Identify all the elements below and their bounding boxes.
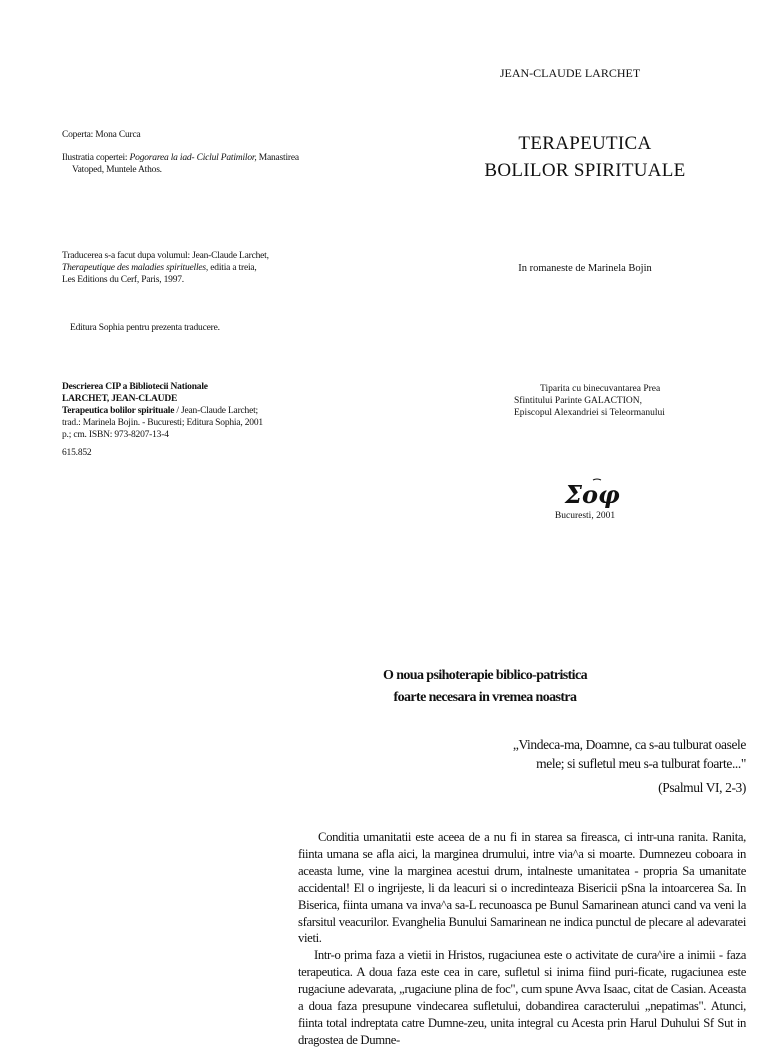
- cip-author: LARCHET, JEAN-CLAUDE: [62, 394, 178, 404]
- illustration-title: Pogorarea la iad- Ciclul Patimilor,: [129, 153, 257, 163]
- cover-credit: Coperta: Mona Curca: [62, 130, 141, 140]
- cip-title: Descrierea CIP a Bibliotecii Nationale: [62, 382, 208, 392]
- paragraph-1: Conditia umanitatii este aceea de a nu fi in starea sa fireasca, ci intr-una ranita. Ranita, fiinta umana se afla aici, la marginea drumului, intre via^a si moarte. Dumnezeu coboara in aceasta lume, vine la marginea acestui drum, intalneste umanitatea - propria Sa umanitate accidental! El o ingrijeste, li da leacuri si o incredinteaza Bisericii pSna la intoarcerea Sa. In Biserica, fiinta umana va inva^a sa-L recunoasca pe Bunul Samarinean atunci cand va veni la sfarsitul veacurilor. Evanghelia Bunului Samarinean ne indica punctul de plecare al adevaratei vieti.: [298, 830, 746, 946]
- quote-source: (Psalmul VI, 2-3): [658, 780, 746, 795]
- blessing-line-1: Tiparita cu binecuvantarea Prea: [540, 384, 661, 394]
- copyright-note: Editura Sophia pentru prezenta traducere.: [70, 323, 220, 333]
- blessing-note: [514, 383, 744, 419]
- translation-source-note: Traducerea s-a facut dupa volumul: Jean-Claude Larchet, Therapeutique des maladies spirituelles, editia a treia, Les Editions du Cerf, Paris, 1997.: [62, 251, 269, 285]
- paragraph-2: Intr-o prima faza a vietii in Hristos, rugaciunea este o activitate de cura^ire a inimii - faza terapeutica. A doua faza este cea in care, sufletul si inima fiind puri-ficate, rugaciunea este rugaciune adevarata, „rugaciune plina de foc", cum spune Avva Isaac, citat de Casian. Aceasta a doua faza presupune vindecarea sufletului, dobandirea caracterului „nepatimas". Atunci, fiinta total indreptata catre Dumne-zeu, unita integral cu Acesta prin Harul Duhului Sf Sut in dragostea de Dumne-: [298, 948, 746, 1047]
- body-text: [298, 829, 746, 1049]
- cip-record: Descrierea CIP a Bibliotecii Nationale LARCHET, JEAN-CLAUDE Terapeutica bolilor spirituale / Jean-Claude Larchet; trad.: Marinela Bojin. - Bucuresti; Editura Sophia, 2001 p.; cm. ISBN: 973-8207-13-4: [62, 381, 362, 441]
- epigraph-quote: „Vindeca-ma, Doamne, ca s-au tulburat oasele mele; si sufletul meu s-a tulburat foarte..." (Psalmul VI, 2-3): [440, 735, 746, 797]
- book-title: [420, 130, 750, 184]
- classification-code: 615.852: [62, 448, 92, 458]
- author-name: JEAN-CLAUDE LARCHET: [499, 66, 641, 80]
- place-year: Bucuresti, 2001: [554, 511, 616, 521]
- illustration-credit: Ilustratia copertei: Pogorarea la iad- Ciclul Patimilor, Manastirea Vatoped, Muntele Athos.: [62, 153, 299, 175]
- translator-credit: In romaneste de Marinela Bojin: [518, 263, 652, 274]
- heading-line-1: O noua psihoterapie biblico-patristica: [383, 668, 587, 683]
- publisher-logo-text: Σοφ: [565, 480, 620, 509]
- cip-isbn: p.; cm. ISBN: 973-8207-13-4: [62, 430, 169, 440]
- title-line-1: TERAPEUTICA: [518, 133, 652, 154]
- blessing-line-2: Sfintitului Parinte GALACTION,: [514, 396, 642, 406]
- blessing-line-3: Episcopul Alexandriei si Teleormanului: [514, 408, 665, 418]
- section-heading: [290, 665, 680, 709]
- cip-work: Terapeutica bolilor spirituale: [62, 406, 175, 416]
- title-line-2: BOLILOR SPIRITUALE: [484, 160, 686, 181]
- original-title: Therapeutique des maladies spirituelles,: [62, 263, 209, 273]
- heading-line-2: foarte necesara in vremea noastra: [393, 690, 577, 705]
- publisher-logo-icon: [563, 476, 620, 512]
